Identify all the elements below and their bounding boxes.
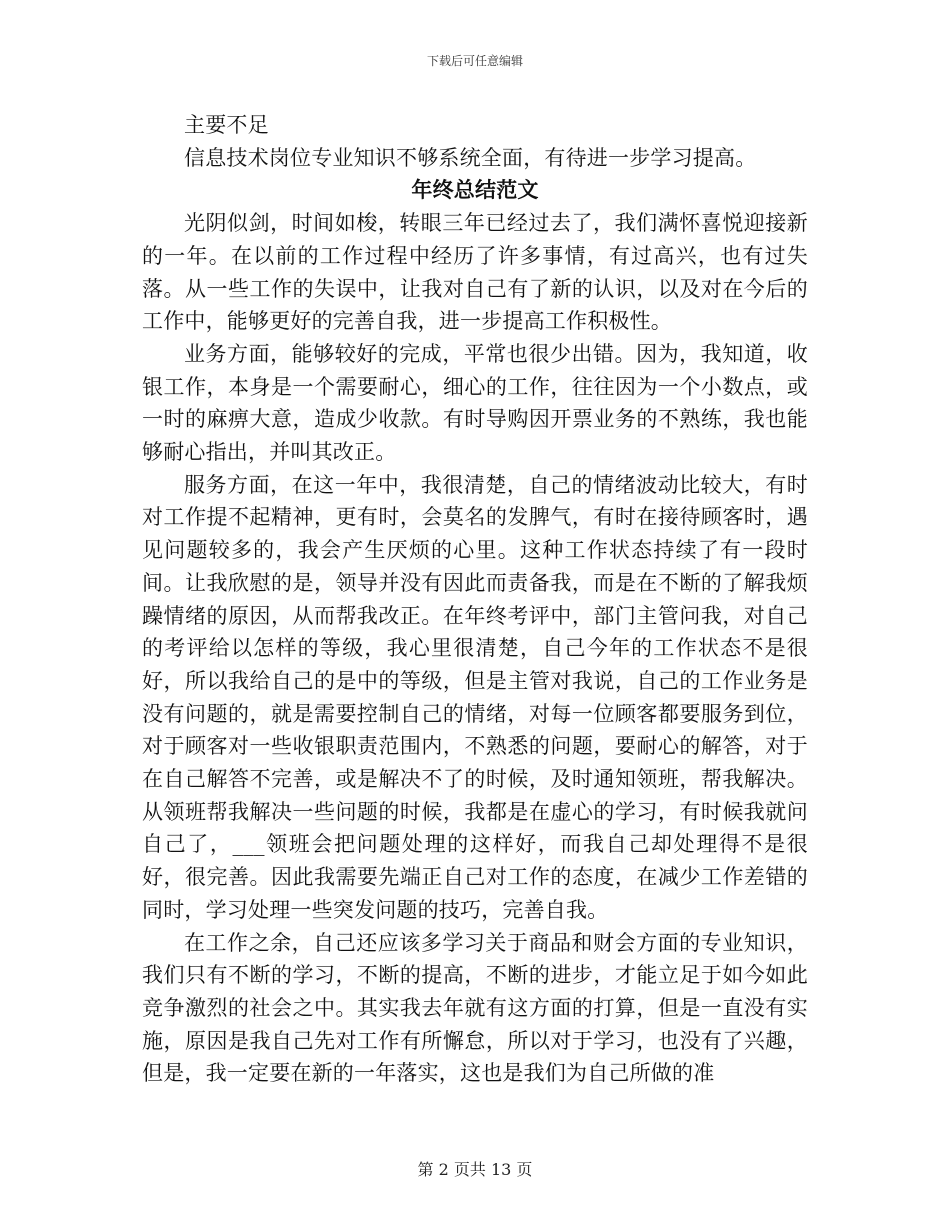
paragraph: 服务方面，在这一年中，我很清楚，自己的情绪波动比较大，有时对工作提不起精神，更有时，会莫名的发脾气，有时在接待顾客时，遇见问题较多的，我会产生厌烦的心里。这种工作状态持续了有一段时间。让我欣慰的是，领导并没有因此而责备我，而是在不断的了解我烦躁情绪的原因，从而帮我改正。在年终考评中，部门主管问我，对自己的考评给以怎样的等级，我心里很清楚，自己今年的工作状态不是很好，所以我给自己的是中的等级，但是主管对我说，自己的工作业务是没有问题的，就是需要控制自己的情绪，对每一位顾客都要服务到位，对于顾客对一些收银职责范围内，不熟悉的问题，要耐心的解答，对于在自己解答不完善，或是解决不了的时候，及时通知领班，帮我解决。从领班帮我解决一些问题的时候，我都是在虚心的学习，有时候我就问自己了，___领班会把问题处理的这样好，而我自己却处理得不是很好，很完善。因此我需要先端正自己对工作的态度，在减少工作差错的同时，学习处理一些突发问题的技巧，完善自我。 [142,472,808,922]
deficiency-text: 信息技术岗位专业知识不够系统全面，有待进一步学习提高。 [184,145,757,170]
paragraph: 在工作之余，自己还应该多学习关于商品和财会方面的专业知识，我们只有不断的学习，不断的提高，不断的进步，才能立足于如今如此竞争激烈的社会之中。其实我去年就有这方面的打算，但是一直没有实施，原因是我自己先对工作有所懈怠，所以对于学习，也没有了兴趣，但是，我一定要在新的一年落实，这也是我们为自己所做的准 [142,930,808,1086]
document-body [142,109,808,1090]
paragraph: 业务方面，能够较好的完成，平常也很少出错。因为，我知道，收银工作，本身是一个需要耐心，细心的工作，往往因为一个小数点，或一时的麻痹大意，造成少收款。有时导购因开票业务的不熟练，我也能够耐心指出，并叫其改正。 [142,341,808,465]
paragraph: 光阴似剑，时间如梭，转眼三年已经过去了，我们满怀喜悦迎接新的一年。在以前的工作过程中经历了许多事情，有过高兴，也有过失落。从一些工作的失误中，让我对自己有了新的认识，以及对在今后的工作中，能够更好的完善自我，进一步提高工作积极性。 [142,211,808,334]
page-footer: 第 2 页共 13 页 [417,1160,533,1179]
page-header: 下载后可任意编辑 [426,54,523,68]
deficiency-heading: 主要不足 [184,113,269,137]
section-title: 年终总结范文 [411,177,539,203]
